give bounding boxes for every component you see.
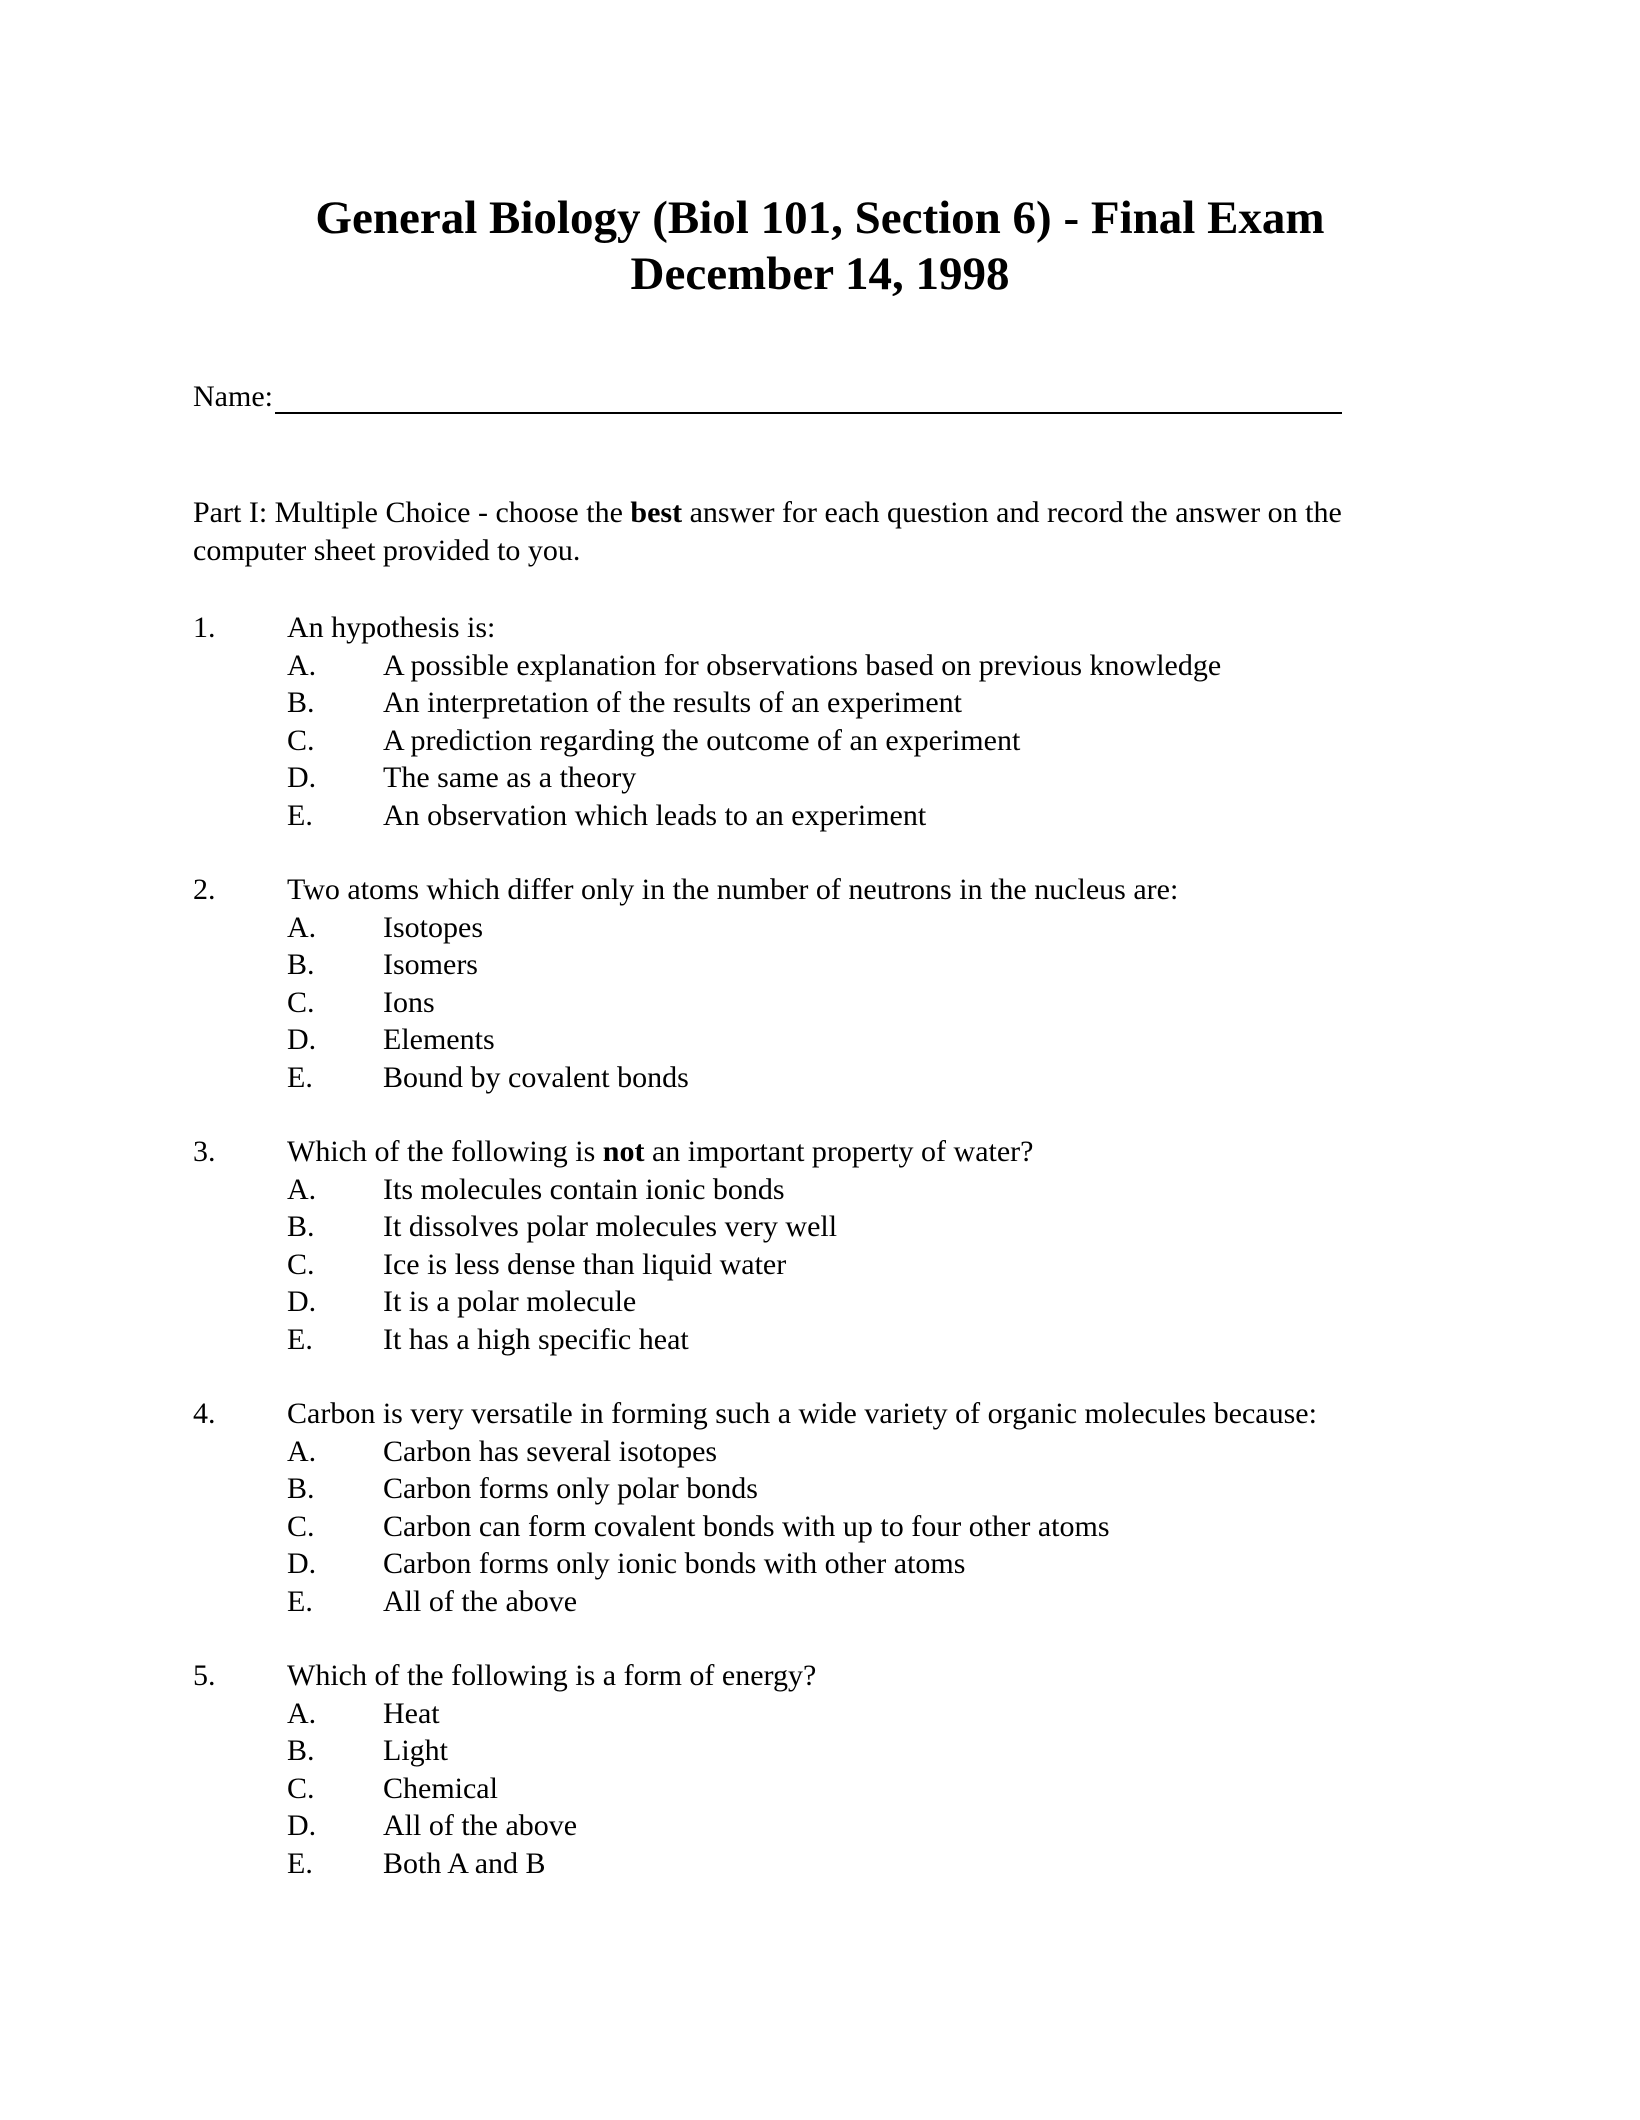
option-e (287, 1321, 837, 1359)
option-b (287, 946, 689, 984)
option-letter: C. (287, 1509, 315, 1543)
question-text: Which of the following is not an important property of water? (287, 1135, 1034, 1168)
option-d (287, 1283, 837, 1321)
option-text: An interpretation of the results of an experiment (383, 686, 962, 719)
option-letter: B. (287, 686, 315, 719)
option-letter: E. (287, 1322, 313, 1356)
option-text: All of the above (383, 1584, 578, 1618)
option-text: A possible explanation for observations based on previous knowledge (383, 648, 1222, 682)
option-letter: B. (287, 1210, 315, 1243)
question-number: 2. (193, 873, 216, 906)
option-c (287, 1246, 837, 1284)
option-letter: C. (287, 985, 315, 1019)
question-4 (193, 1395, 1493, 1657)
answer-options (287, 1433, 1110, 1621)
option-c (287, 1770, 577, 1808)
option-text: Carbon forms only polar bonds (383, 1472, 758, 1505)
question-text: Two atoms which differ only in the number of neutrons in the nucleus are: (287, 873, 1179, 906)
option-letter: B. (287, 1734, 315, 1767)
option-letter: E. (287, 1846, 313, 1880)
option-text: A prediction regarding the outcome of an experiment (383, 723, 1021, 757)
option-text: Isotopes (383, 910, 483, 944)
answer-options (287, 909, 689, 1097)
option-b (287, 1470, 1110, 1508)
option-text: Carbon can form covalent bonds with up to four other atoms (383, 1509, 1110, 1543)
option-letter: A. (287, 910, 317, 944)
option-text: Light (383, 1734, 448, 1767)
option-letter: D. (287, 1023, 317, 1056)
option-letter: C. (287, 1771, 315, 1805)
question-number: 3. (193, 1135, 216, 1168)
option-letter: C. (287, 1247, 315, 1281)
option-letter: A. (287, 1172, 317, 1206)
option-text: It dissolves polar molecules very well (383, 1210, 838, 1243)
option-letter: D. (287, 1547, 317, 1580)
option-text: Isomers (383, 948, 478, 981)
option-d (287, 1021, 689, 1059)
name-field (193, 380, 1342, 414)
option-letter: E. (287, 798, 313, 832)
instructions-text-end: answer for each question and record the answer on the computer sheet provided to you. (193, 496, 1342, 567)
option-text: Heat (383, 1696, 440, 1730)
option-letter: E. (287, 1584, 313, 1618)
option-c (287, 984, 689, 1022)
instructions-text-start: Part I: Multiple Choice - choose the (193, 496, 631, 529)
option-d (287, 1545, 1110, 1583)
question-5 (193, 1657, 1493, 1919)
option-text: Carbon forms only ionic bonds with other atoms (383, 1547, 966, 1580)
question-number: 1. (193, 611, 216, 644)
option-b (287, 1208, 837, 1246)
option-text: It has a high specific heat (383, 1322, 689, 1356)
name-label: Name: (193, 380, 273, 413)
option-text: Elements (383, 1023, 495, 1056)
title-line-1: General Biology (Biol 101, Section 6) - Final Exam (315, 192, 1325, 244)
option-a (287, 1433, 1110, 1471)
option-c (287, 722, 1221, 760)
question-1 (193, 609, 1493, 871)
option-d (287, 1807, 577, 1845)
option-text: Chemical (383, 1771, 498, 1805)
answer-options (287, 1695, 577, 1883)
question-number: 4. (193, 1397, 216, 1430)
option-letter: A. (287, 1434, 317, 1468)
answer-options (287, 647, 1221, 835)
option-letter: A. (287, 1696, 317, 1730)
option-letter: C. (287, 723, 315, 757)
option-e (287, 797, 1221, 835)
question-list (193, 609, 1493, 1919)
exam-title (0, 190, 1640, 302)
option-text: Bound by covalent bonds (383, 1060, 689, 1094)
question-number: 5. (193, 1659, 216, 1692)
option-text: Carbon has several isotopes (383, 1434, 718, 1468)
option-text: Its molecules contain ionic bonds (383, 1172, 785, 1206)
option-letter: E. (287, 1060, 313, 1094)
name-blank-line[interactable] (275, 382, 1342, 414)
option-text: An observation which leads to an experiment (383, 798, 927, 832)
option-e (287, 1583, 1110, 1621)
option-c (287, 1508, 1110, 1546)
option-letter: D. (287, 1809, 317, 1842)
option-a (287, 1171, 837, 1209)
question-text: An hypothesis is: (287, 611, 496, 644)
option-letter: A. (287, 648, 317, 682)
option-text: All of the above (383, 1809, 578, 1842)
option-b (287, 1732, 577, 1770)
option-letter: B. (287, 948, 315, 981)
option-d (287, 759, 1221, 797)
option-letter: D. (287, 761, 317, 794)
question-text: Which of the following is a form of energy? (287, 1659, 817, 1692)
option-letter: D. (287, 1285, 317, 1318)
answer-options (287, 1171, 837, 1359)
question-3 (193, 1133, 1493, 1395)
option-e (287, 1845, 577, 1883)
option-letter: B. (287, 1472, 315, 1505)
question-text: Carbon is very versatile in forming such a wide variety of organic molecules because: (287, 1397, 1317, 1430)
option-a (287, 909, 689, 947)
option-b (287, 684, 1221, 722)
option-text: It is a polar molecule (383, 1285, 637, 1318)
option-text: The same as a theory (383, 761, 637, 794)
option-a (287, 647, 1221, 685)
question-2 (193, 871, 1493, 1133)
instructions-emphasis: best (630, 496, 683, 529)
option-text: Ions (383, 985, 435, 1019)
option-e (287, 1059, 689, 1097)
title-line-2: December 14, 1998 (630, 248, 1010, 300)
option-text: Ice is less dense than liquid water (383, 1247, 787, 1281)
part-instructions (193, 494, 1433, 570)
option-text: Both A and B (383, 1846, 546, 1880)
option-a (287, 1695, 577, 1733)
